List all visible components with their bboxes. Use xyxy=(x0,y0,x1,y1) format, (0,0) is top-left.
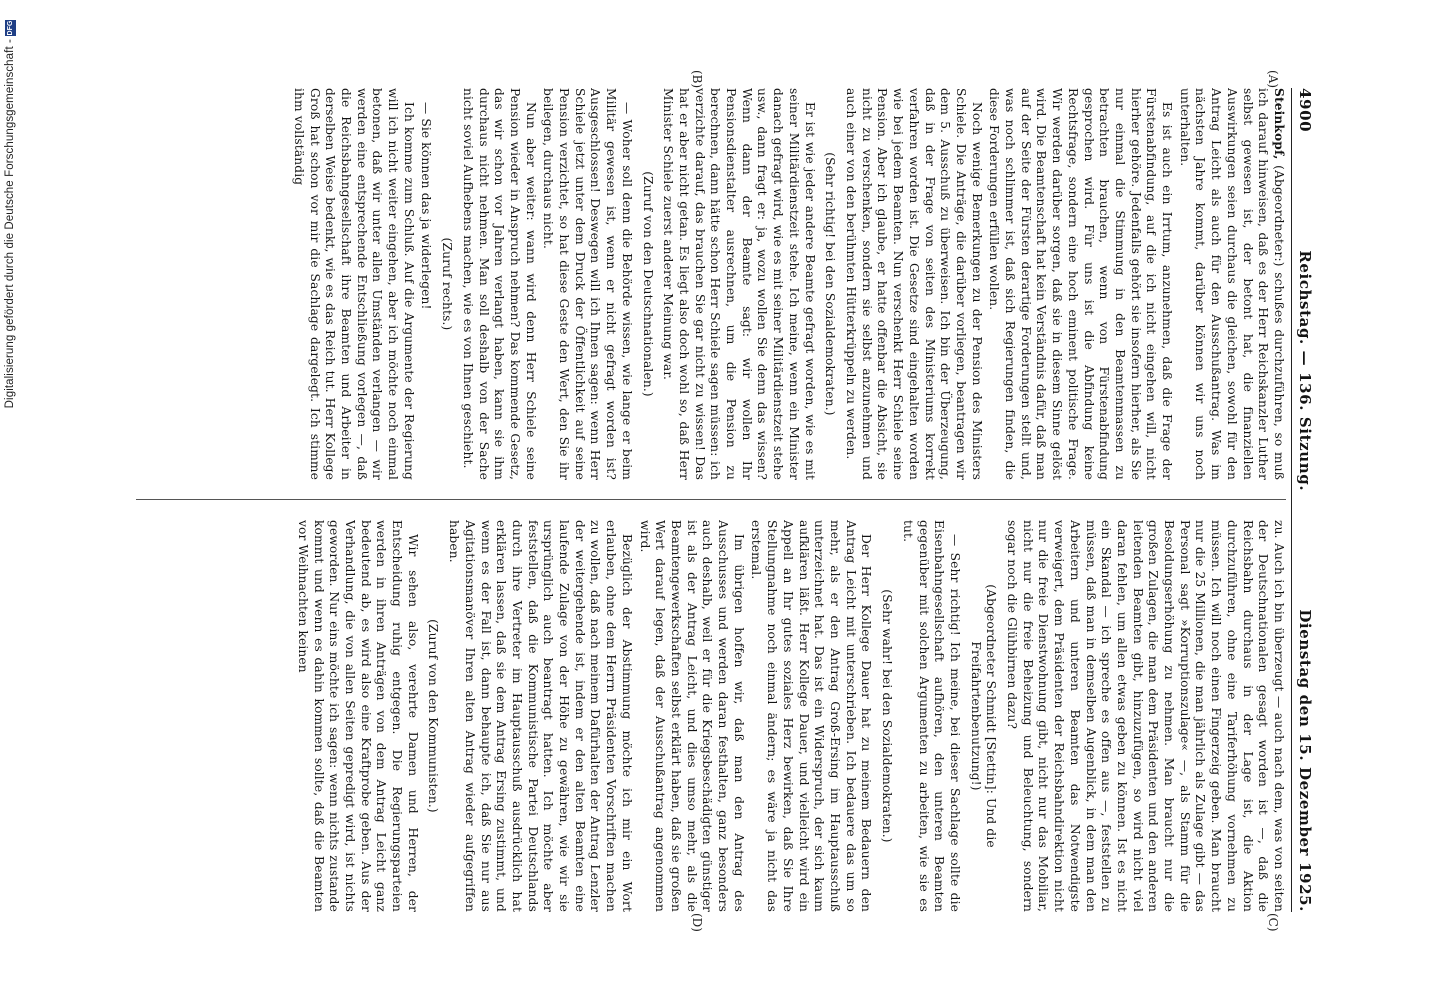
running-header xyxy=(1291,88,1318,912)
paragraph: Steinkopf, (Abgeordneter:) schußes durchzuführen, so muß ich darauf hinweisen, daß es der Herr Reichskanzler Luther selbst gewesen ist, der betont hat, die finanziellen Auswirkungen seien durchaus die gleichen, sowohl für den Antrag Leicht als auch für den Ausschußantrag. Was im nächsten Jahre kommt, darüber können wir uns noch unterhalten. xyxy=(1177,88,1286,480)
paragraph: Es ist auch ein Irrtum, anzunehmen, daß die Frage der Fürstenabfindung, auf die ich nicht eingehen will, nicht hierher gehöre. Jedenfalls gehört sie insofern hierher, als Sie nur einmal die Stimmung in den Beamtenmassen zu betrachten brauchen, wenn von Fürstenabfindung gesprochen wird. Für uns ist die Abfindung keine Rechtsfrage, sondern eine hoch eminent politische Frage. Wir werden darüber sorgen, daß sie in diesem Sinne gelöst wird. Die Beamtenschaft hat kein Verständnis dafür, daß man auf der Seite der Fürsten derartige Forderungen stellt und, was noch schlimmer ist, daß sich Regierungen finden, die diese Forderungen erfüllen wollen. xyxy=(987,88,1175,480)
session-date: Dienstag den 15. Dezember 1925. xyxy=(1296,609,1314,912)
paragraph: Er ist wie jeder andere Beamte gefragt worden, wie es mit seiner Militärdienstzeit stehe. Ich meine, wenn ein Minister danach gefragt wird, wie es mit seiner Militärdienstzeit stehe usw., dann fragt er: ja, wozu wollen Sie denn das wissen? Wenn dann der Beamte sagt: wir wollen Ihr Pensionsdienstalter ausrechnen, um die Pension zu berechnen, dann hätte schon Herr Schiele sagen müssen: ich verzichte darauf, das brauchen Sie gar nicht zu wissen! Das hat er aber nicht getan. Es liegt also doch wohl so, daß Herr Minister Schiele zuerst anderer Meinung war. xyxy=(661,88,817,480)
page-number: 4900 xyxy=(1296,88,1314,133)
column-divider xyxy=(136,499,1286,500)
interjection: (Zuruf von den Deutschnationalen.) xyxy=(640,171,655,397)
session-title: Reichstag. — 136. Sitzung. xyxy=(1296,250,1314,492)
margin-mark-b: (B) xyxy=(690,70,704,89)
paragraph: — Woher soll denn die Behörde wissen, wie lange er beim Militär gewesen ist, wenn er nicht gefragt worden ist? Ausgeschlossen! Deswegen will ich Ihnen sagen: wenn Herr Schiele jetzt unter dem Druck der Öffentlichkeit auf seine Pension verzichtet, so hat diese Geste den Wert, den Sie ihr beilegen, durchaus nicht. xyxy=(541,88,634,480)
paragraph: Wir sehen also, verehrte Damen und Herren, der Entscheidung ruhig entgegen. Die Regierungsparteien werden in ihren Anträgen von dem Antrag Leicht ganz bedeutend ab, es wird also eine Kraftprobe geben. Aus der Verhandlung, die von allen Seiten gepredigt wird, ist nichts geworden. Nur eins möchte ich sagen: wenn nichts zustande kommt und wenn es dahin kommen sollte, daß die Beamten vor Weihnachten keinen xyxy=(295,520,420,912)
interjection: (Zuruf von den Kommunisten.) xyxy=(426,619,441,813)
margin-mark-d: (D) xyxy=(690,913,704,932)
paragraph: Ich komme zum Schluß. Auf die Argumente der Regierung will ich nicht weiter eingehen, aber ich möchte noch einmal betonen, daß wir unter allen Umständen verlangen — wir werden eine entsprechende Entschließung vorlegen —, daß die Reichsbahngesellschaft ihre Beamten und Arbeiter in derselben Weise bedenkt, wie es das Reich tut. Herr Kollege Groß hat schon vor mir die Sachlage dargelegt. Ich stimme ihm vollständig xyxy=(291,88,416,480)
paragraph: Noch wenige Bemerkungen zu der Pension des Ministers Schiele. Die Anträge, die darüber vorliegen, beantragen wir dem 5. Ausschuß zu überweisen. Ich bin der Überzeugung, daß in der Frage von seiten des Ministeriums korrekt verfahren worden ist. Die Gesetze sind eingehalten worden wie bei jedem Beamten. Nun verschenkt Herr Schiele seine Pension. Aber ich glaube, er hatte offenbar die Absicht, sie nicht zu verschenken, sondern sie selbst anzunehmen und auch einer von den berühmten Hütterkrüppeln zu werden. xyxy=(844,88,984,480)
speaker-role: Abgeordneter: xyxy=(1272,170,1286,262)
paragraph: Nun aber weiter: wann wird denn Herr Schiele seine Pension wieder in Anspruch nehmen? Das kommende Gesetz, das wir schon vor Jahren verlangt haben, kann sie ihm durchaus nicht nehmen. Man soll deshalb von der Sache nicht soviel Aufhebens machen, wie es von Ihnen geschieht. xyxy=(460,88,538,480)
paragraph: Bezüglich der Abstimmung möchte ich mir ein Wort erlauben, ohne dem Herrn Präsidenten Vorschriften machen zu wollen, daß nach meinem Dafürhalten der Antrag Lenzler der weitergehende ist, indem er den alten Beamten eine laufende Zulage von der Höhe zu gewähren, wie wir sie ursprünglich auch beantragt hatten. Ich möchte aber feststellen, daß die Kommunistische Partei Deutschlands durch ihre Vertreter im Hauptausschuß ausdrücklich hat erklären lassen, daß sie dem Antrag Ersing zustimmt, und wenn es der Fall ist, dann behaupte ich, daß Sie nur aus Agitationsmanöver Ihren alten Antrag wieder aufgegriffen haben. xyxy=(447,520,634,912)
paragraph-text: schußes durchzuführen, so muß ich darauf hinweisen, daß es der Herr Reichskanzler Luther selbst gewesen ist, der betont hat, die finanziellen Auswirkungen seien durchaus die gleichen, sowohl für den Antrag Leicht als auch für den Ausschußantrag. Was im nächsten Jahre kommt, darüber können wir uns noch unterhalten. xyxy=(1177,88,1286,480)
digitization-credit xyxy=(2,20,18,980)
speaker-name: Steinkopf, xyxy=(1272,88,1286,160)
interjection: (Sehr wahr! bei den Sozialdemokraten.) xyxy=(880,589,895,843)
margin-mark-c: (C) xyxy=(1266,913,1280,932)
paragraph: — Sehr richtig! Ich meine, bei dieser Sachlage sollte die Eisenbahngesellschaft aufhören, den unteren Beamten gegenüber mit solchen Argumenten zu arbeiten, wie sie es tut. xyxy=(900,520,962,912)
interjection: (Abgeordneter Schmidt [Stettin]: Und die Freifahrtenbenutzung!) xyxy=(968,584,999,848)
paragraph: — Sie können das ja widerlegen! xyxy=(419,102,434,310)
credit-text: Digitalisierung gefördert durch die Deutsche Forschungsgemeinschaft - xyxy=(4,39,16,409)
margin-mark-a: (A) xyxy=(1266,70,1280,89)
paragraph: zu. Auch ich bin überzeugt — auch nach dem, was von seiten der Deutschnationalen gesagt worden ist —, daß die Reichsbahn durchaus in der Lage ist, die Aktion durchzuführen, ohne eine Tariferhöhung vornehmen zu müssen. Ich will noch einen Fingerzeig geben. Man braucht nur die 25 Millionen, die man jährlich als Zulage gibt — das Personal sagt »Korruptionszulage« —, als Stamm für die Besoldungserhöhung zu nehmen. Man braucht nur die großen Zulagen, die man dem Präsidenten und den anderen leitenden Beamten gibt, hinzuzufügen, so wird nicht viel daran fehlen, um allen etwas geben zu können. Ist es nicht ein Skandal — ich spreche es offen aus —, feststellen zu müssen, daß man in demselben Augenblick, in dem man den Arbeitern und unteren Beamten das Notwendigste verweigert, dem Präsidenten der Reichsbahndirektion nicht nur die freie Dienstwohnung gibt, nicht nur das Mobiliar, nicht nur die freie Beheizung und Beleuchtung, sondern sogar noch die Glühbirnen dazu? xyxy=(1005,520,1286,912)
scanned-page xyxy=(102,70,1332,930)
right-text-column xyxy=(116,520,1286,912)
dfg-logo-icon: DFG xyxy=(6,20,14,36)
interjection: (Sehr richtig! bei den Sozialdemokraten.) xyxy=(823,152,838,416)
interjection: (Zuruf rechts.) xyxy=(440,237,455,331)
paragraph: Im übrigen hoffen wir, daß man den Antrag des Ausschusses und werden daran festhalten, ganz besonders auch deshalb, weil er für die Kriegsbeschädigten günstiger ist als der Antrag Leicht, und dies umso mehr, als die Beamtengewerkschaften selbst erklärt haben, daß sie großen Wert darauf legen, daß der Ausschußantrag angenommen wird. xyxy=(637,520,746,912)
left-text-column xyxy=(116,88,1286,480)
paragraph: Der Herr Kollege Dauer hat zu meinem Bedauern den Antrag Leicht mit unterschrieben. Ich bedauere das um so mehr, als er den Antrag Groß-Ersing im Hauptausschuß unterzeichnet hat. Das ist ein Widerspruch, der sich kaum aufklären läßt. Herr Kollege Dauer, und vielleicht wird ein Appell an Ihr gutes soziales Herz bewirken, daß Sie Ihre Stellungnahme noch einmal ändern; es wäre ja nicht das erstemal. xyxy=(749,520,874,912)
